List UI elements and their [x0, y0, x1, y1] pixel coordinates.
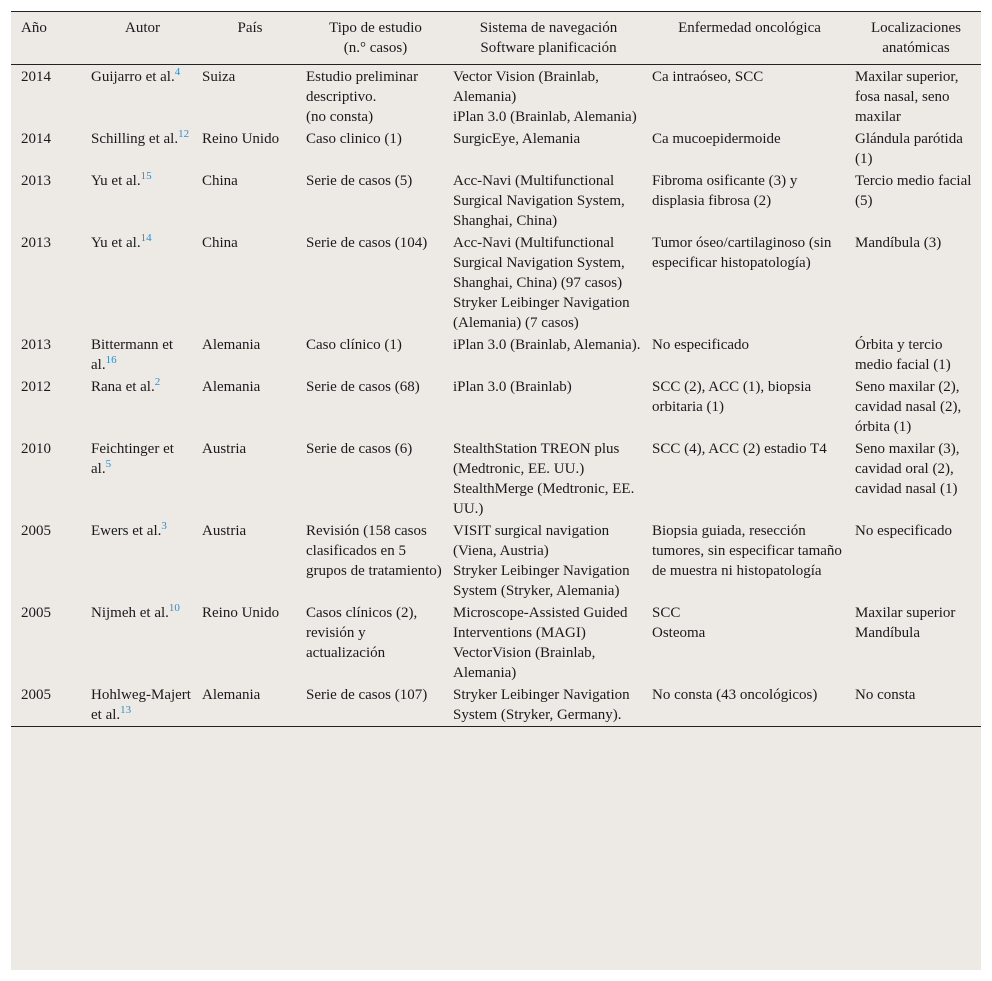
- navigation-line: StealthMerge (Medtronic, EE. UU.): [453, 481, 635, 517]
- year-text: 2005: [21, 687, 51, 703]
- cell-year: [11, 520, 87, 602]
- cell-year: [11, 128, 87, 170]
- cell-author: [87, 232, 198, 334]
- location-line: Maxilar superior, fosa nasal, seno maxilar: [855, 69, 959, 125]
- cell-locations: [851, 128, 981, 170]
- cell-navigation: [449, 334, 648, 376]
- cell-country: [198, 65, 302, 129]
- cell-study-type: [302, 128, 449, 170]
- cell-navigation: [449, 684, 648, 727]
- cell-locations: [851, 334, 981, 376]
- country-text: China: [202, 173, 238, 189]
- cell-country: [198, 520, 302, 602]
- cell-navigation: [449, 232, 648, 334]
- cell-disease: [648, 170, 851, 232]
- cell-disease: [648, 232, 851, 334]
- location-line: Tercio medio facial (5): [855, 173, 972, 209]
- cell-navigation: [449, 170, 648, 232]
- table-row: [11, 520, 981, 602]
- table-row: [11, 65, 981, 129]
- cell-year: [11, 684, 87, 727]
- disease-line: Osteoma: [652, 625, 706, 641]
- cell-year: [11, 170, 87, 232]
- location-line: Maxilar superior: [855, 605, 956, 621]
- header-locations-line2: anatómicas: [882, 40, 950, 56]
- table-row: [11, 438, 981, 520]
- cell-country: [198, 170, 302, 232]
- location-line: Glándula parótida (1): [855, 131, 963, 167]
- cell-country: [198, 334, 302, 376]
- author-text: Feichtinger et al.: [91, 441, 174, 477]
- author-reference-link[interactable]: 4: [174, 66, 181, 78]
- year-text: 2013: [21, 235, 51, 251]
- cell-year: [11, 65, 87, 129]
- cell-navigation: [449, 65, 648, 129]
- disease-line: SCC: [652, 605, 681, 621]
- study-line: Estudio preliminar descriptivo.: [306, 69, 419, 105]
- cell-study-type: [302, 334, 449, 376]
- header-study-type: [302, 12, 449, 65]
- disease-line: SCC (2), ACC (1), biopsia orbitaria (1): [652, 379, 812, 415]
- cell-country: [198, 602, 302, 684]
- cell-navigation: [449, 376, 648, 438]
- year-text: 2005: [21, 605, 51, 621]
- navigation-line: SurgicEye, Alemania: [453, 131, 581, 147]
- cell-locations: [851, 438, 981, 520]
- author-text: Schilling et al.: [91, 131, 179, 147]
- table-row: [11, 602, 981, 684]
- navigation-line: iPlan 3.0 (Brainlab, Alemania).: [453, 337, 641, 353]
- country-text: Alemania: [202, 687, 261, 703]
- cell-author: [87, 376, 198, 438]
- cell-author: [87, 334, 198, 376]
- cell-year: [11, 438, 87, 520]
- cell-study-type: [302, 170, 449, 232]
- study-line: Serie de casos (68): [306, 379, 420, 395]
- author-text: Rana et al.: [91, 379, 155, 395]
- navigation-line: iPlan 3.0 (Brainlab, Alemania): [453, 109, 637, 125]
- navigation-line: Acc-Navi (Multifunctional Surgical Navigation System, Shanghai, China): [453, 173, 625, 229]
- author-reference-link[interactable]: 12: [178, 128, 190, 140]
- disease-line: Fibroma osificante (3) y displasia fibrosa (2): [652, 173, 798, 209]
- study-line: Casos clínicos (2), revisión y actualización: [306, 605, 418, 661]
- cell-disease: [648, 602, 851, 684]
- header-study-type-line1: Tipo de estudio: [329, 20, 422, 36]
- location-line: No consta: [855, 687, 916, 703]
- table-bottom-rule: [11, 727, 981, 728]
- author-reference-link[interactable]: 3: [161, 520, 167, 532]
- year-text: 2013: [21, 173, 51, 189]
- cell-study-type: [302, 684, 449, 727]
- author-reference-link[interactable]: 16: [105, 354, 117, 366]
- location-line: Mandíbula (3): [855, 235, 942, 251]
- cell-author: [87, 170, 198, 232]
- cell-study-type: [302, 438, 449, 520]
- location-line: No especificado: [855, 523, 953, 539]
- navigation-line: Stryker Leibinger Navigation System (Stryker, Germany).: [453, 687, 630, 723]
- author-reference-link[interactable]: 5: [105, 458, 112, 470]
- navigation-line: Stryker Leibinger Navigation System (Stryker, Alemania): [453, 563, 630, 599]
- cell-locations: [851, 602, 981, 684]
- cell-study-type: [302, 376, 449, 438]
- cell-author: [87, 602, 198, 684]
- cell-navigation: [449, 520, 648, 602]
- navigation-line: Vector Vision (Brainlab, Alemania): [453, 69, 599, 105]
- cell-country: [198, 438, 302, 520]
- disease-line: SCC (4), ACC (2) estadio T4: [652, 441, 827, 457]
- cell-disease: [648, 128, 851, 170]
- disease-line: No consta (43 oncológicos): [652, 687, 818, 703]
- study-line: Serie de casos (107): [306, 687, 428, 703]
- disease-line: Ca mucoepidermoide: [652, 131, 781, 147]
- cell-navigation: [449, 438, 648, 520]
- year-text: 2010: [21, 441, 51, 457]
- cell-year: [11, 334, 87, 376]
- country-text: Suiza: [202, 69, 236, 85]
- study-line: (no consta): [306, 109, 374, 125]
- author-text: Yu et al.: [91, 173, 141, 189]
- country-text: Austria: [202, 441, 247, 457]
- cell-locations: [851, 232, 981, 334]
- disease-line: Biopsia guiada, resección tumores, sin especificar tamaño de muestra ni histopatología: [652, 523, 842, 579]
- country-text: Alemania: [202, 337, 261, 353]
- navigation-line: iPlan 3.0 (Brainlab): [453, 379, 572, 395]
- cell-locations: [851, 520, 981, 602]
- disease-line: No especificado: [652, 337, 750, 353]
- cell-author: [87, 520, 198, 602]
- navigation-line: Acc-Navi (Multifunctional Surgical Navigation System, Shanghai, China) (97 casos): [453, 235, 625, 291]
- cell-navigation: [449, 128, 648, 170]
- author-text: Nijmeh et al.: [91, 605, 169, 621]
- author-text: Guijarro et al.: [91, 69, 175, 85]
- study-line: Caso clinico (1): [306, 131, 402, 147]
- country-text: Alemania: [202, 379, 261, 395]
- author-reference-link[interactable]: 13: [120, 704, 132, 716]
- header-locations-line1: Localizaciones: [871, 20, 961, 36]
- header-locations: [851, 12, 981, 65]
- header-navigation: [449, 12, 648, 65]
- cell-study-type: [302, 65, 449, 129]
- year-text: 2013: [21, 337, 51, 353]
- country-text: Reino Unido: [202, 605, 280, 621]
- disease-line: Ca intraóseo, SCC: [652, 69, 764, 85]
- author-reference-link[interactable]: 14: [140, 232, 152, 244]
- navigation-line: StealthStation TREON plus (Medtronic, EE. UU.): [453, 441, 620, 477]
- cell-disease: [648, 376, 851, 438]
- location-line: Órbita y tercio medio facial (1): [855, 337, 951, 373]
- cell-locations: [851, 376, 981, 438]
- header-disease: Enfermedad oncológica: [648, 12, 851, 65]
- author-reference-link[interactable]: 15: [140, 170, 152, 182]
- cell-locations: [851, 684, 981, 727]
- author-text: Yu et al.: [91, 235, 141, 251]
- cell-country: [198, 376, 302, 438]
- location-line: Seno maxilar (2), cavidad nasal (2), órbita (1): [855, 379, 962, 435]
- header-navigation-line2: Software planificación: [480, 40, 617, 56]
- study-line: Serie de casos (5): [306, 173, 413, 189]
- author-text: Bittermann et al.: [91, 337, 174, 373]
- cell-author: [87, 438, 198, 520]
- cell-author: [87, 65, 198, 129]
- navigation-line: Stryker Leibinger Navigation (Alemania) (7 casos): [453, 295, 630, 331]
- cell-disease: [648, 684, 851, 727]
- cell-disease: [648, 520, 851, 602]
- header-navigation-line1: Sistema de navegación: [479, 20, 618, 36]
- year-text: 2014: [21, 69, 51, 85]
- header-author: Autor: [87, 12, 198, 65]
- cell-navigation: [449, 602, 648, 684]
- table-row: [11, 334, 981, 376]
- cell-disease: [648, 334, 851, 376]
- table-row: [11, 684, 981, 727]
- study-line: Serie de casos (6): [306, 441, 413, 457]
- oncology-navigation-table: [11, 11, 981, 727]
- navigation-line: VISIT surgical navigation (Viena, Austria): [453, 523, 610, 559]
- table-container: [11, 11, 981, 970]
- author-reference-link[interactable]: 2: [154, 376, 161, 388]
- cell-study-type: [302, 602, 449, 684]
- header-row: [11, 12, 981, 65]
- cell-country: [198, 128, 302, 170]
- table-body: [11, 65, 981, 727]
- author-text: Ewers et al.: [91, 523, 162, 539]
- table-row: [11, 376, 981, 438]
- country-text: Reino Unido: [202, 131, 280, 147]
- header-country: País: [198, 12, 302, 65]
- cell-study-type: [302, 232, 449, 334]
- cell-locations: [851, 65, 981, 129]
- header-study-type-line2: (n.° casos): [343, 40, 408, 56]
- cell-year: [11, 602, 87, 684]
- cell-disease: [648, 65, 851, 129]
- cell-country: [198, 232, 302, 334]
- cell-disease: [648, 438, 851, 520]
- country-text: Austria: [202, 523, 247, 539]
- cell-year: [11, 232, 87, 334]
- location-line: Mandíbula: [855, 625, 920, 641]
- table-row: [11, 128, 981, 170]
- navigation-line: VectorVision (Brainlab, Alemania): [453, 645, 596, 681]
- cell-locations: [851, 170, 981, 232]
- study-line: Caso clínico (1): [306, 337, 402, 353]
- cell-author: [87, 684, 198, 727]
- country-text: China: [202, 235, 238, 251]
- year-text: 2005: [21, 523, 51, 539]
- table-row: [11, 170, 981, 232]
- cell-study-type: [302, 520, 449, 602]
- cell-author: [87, 128, 198, 170]
- cell-year: [11, 376, 87, 438]
- study-line: Revisión (158 casos clasificados en 5 grupos de tratamiento): [306, 523, 442, 579]
- author-text: Hohlweg-Majert et al.: [91, 687, 191, 723]
- location-line: Seno maxilar (3), cavidad oral (2), cavidad nasal (1): [855, 441, 960, 497]
- study-line: Serie de casos (104): [306, 235, 428, 251]
- disease-line: Tumor óseo/cartilaginoso (sin especificar histopatología): [652, 235, 832, 271]
- header-year: Año: [11, 12, 87, 65]
- author-reference-link[interactable]: 10: [168, 602, 180, 614]
- navigation-line: Microscope-Assisted Guided Interventions (MAGI): [453, 605, 628, 641]
- year-text: 2014: [21, 131, 51, 147]
- year-text: 2012: [21, 379, 51, 395]
- cell-country: [198, 684, 302, 727]
- table-row: [11, 232, 981, 334]
